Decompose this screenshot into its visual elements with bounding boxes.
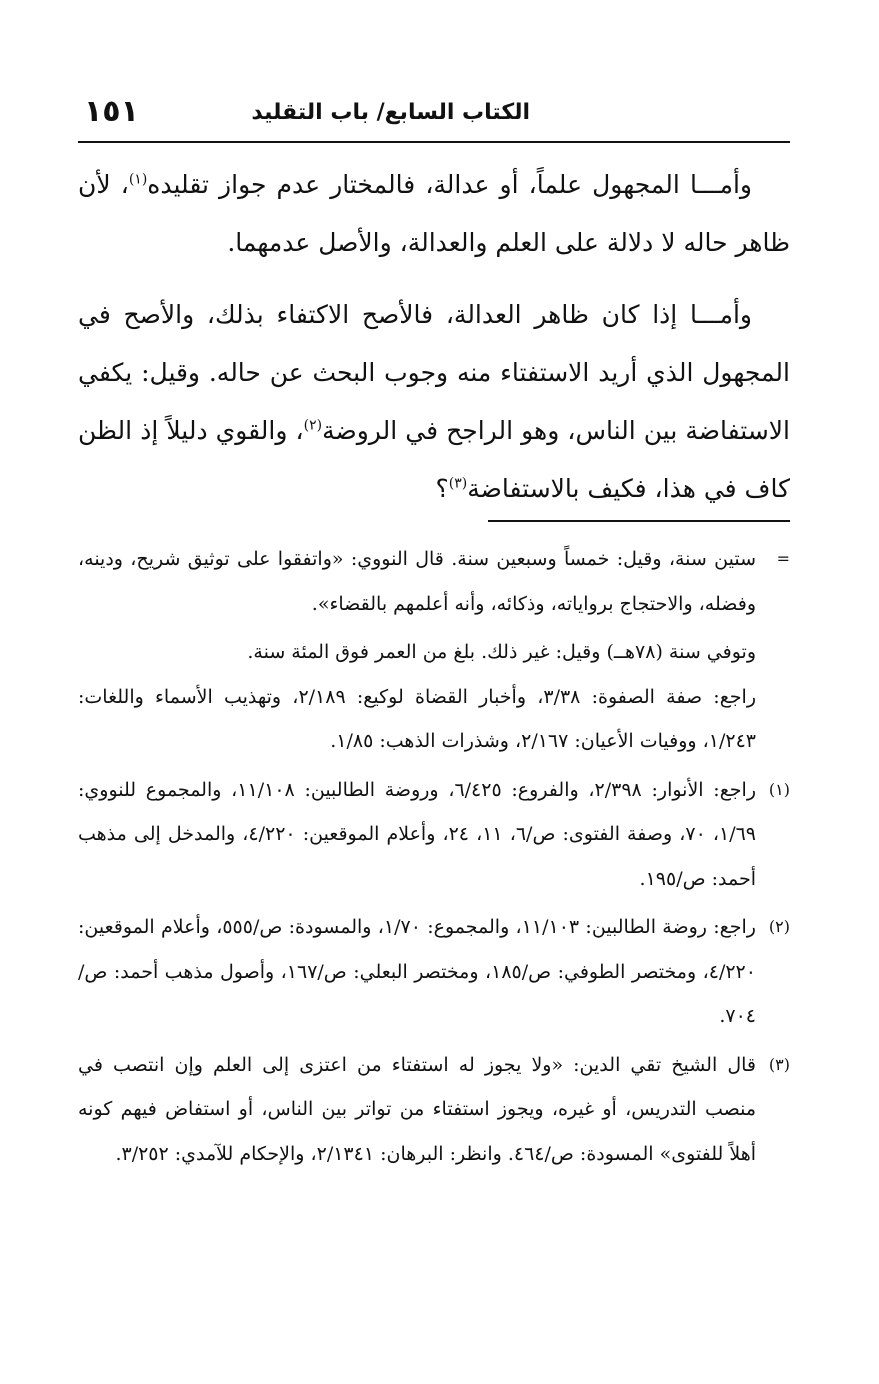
footnote-1-marker: (١) [768,779,790,799]
paragraph-2-text-b: ، والقوي دليلاً إذ الظن كاف في هذا، فكيف بالاستفاضة [78,416,790,503]
footnote-continuation-2: وتوفي سنة (٧٨هــ) وقيل: غير ذلك. بلغ من العمر فوق المئة سنة. [247,641,756,663]
footnote-1-text: راجع: الأنوار: ٢/٣٩٨، والفروع: ٦/٤٢٥، وروضة الطالبين: ١١/١٠٨، والمجموع للنووي: ١/٦٩، ٧٠، وصفة الفتوى: ص/٦، ١١، ٢٤، وأعلام الموقعين: ٤/٢٢٠، والمدخل إلى مذهب أحمد: ص/١٩٥. [78,778,757,890]
footnote-3 [78,1043,790,1177]
paragraph-2-text-a: وأمـــا إذا كان ظاهر العدالة، فالأصح الاكتفاء بذلك، والأصح في المجهول الذي أريد الاستفتاء منه وجوب البحث عن حاله. وقيل: يكفي الاستفاضة بين الناس، وهو الراجح في الروضة [78,300,790,445]
footnote-2-text: راجع: روضة الطالبين: ١١/١٠٣، والمجموع: ١/٧٠، والمسودة: ص/٥٥٥، وأعلام الموقعين: ٤/٢٢٠، ومختصر الطوفي: ص/١٨٥، ومختصر البعلي: ص/١٦٧، وأصول مذهب أحمد: ص/٧٠٤. [78,916,756,1027]
page-header [78,92,790,140]
footnote-separator [488,520,790,522]
footnote-ref-3: (٣) [448,475,468,492]
paragraph-1 [78,156,790,272]
paragraph-2-text-c: ؟ [435,474,449,503]
footnote-1 [78,768,790,902]
continuation-marker: = [776,549,790,568]
paragraph-1-text-b: ، لأن ظاهر حاله لا دلالة على العلم والعدالة، والأصل عدمهما. [78,170,790,257]
page-number: ١٥١ [84,94,139,129]
footnotes [78,537,790,1180]
footnote-ref-1: (١) [128,171,148,188]
main-text [78,156,790,532]
footnote-2 [78,905,790,1039]
footnote-continuation [78,537,790,626]
header-rule [78,141,790,143]
footnote-2-marker: (٢) [768,917,790,936]
footnote-ref-2: (٢) [303,417,323,434]
paragraph-1-text-a: وأمـــا المجهول علماً، أو عدالة، فالمختار عدم جواز تقليده [147,170,752,199]
running-title: الكتاب السابع/ باب التقليد [251,100,530,125]
footnote-3-marker: (٣) [768,1054,790,1074]
footnote-continuation-text: ستين سنة، وقيل: خمساً وسبعين سنة. قال النووي: «واتفقوا على توثيق شريح، ودينه، وفضله، والاحتجاج برواياته، وذكائه، وأنه أعلمهم بالقضاء». [78,548,756,615]
footnote-3-text: قال الشيخ تقي الدين: «ولا يجوز له استفتاء من اعتزى إلى العلم وإن انتصب في منصب التدريس، أو غيره، ويجوز استفتاء من تواتر بين الناس، أو استفاض فيهم كونه أهلاً للفتوى» المسودة: ص/٤٦٤. وانظر: البرهان: ٢/١٣٤١، والإحكام للآمدي: ٣/٢٥٢. [78,1053,756,1165]
paragraph-2 [78,286,790,518]
footnote-continuation-3: راجع: صفة الصفوة: ٣/٣٨، وأخبار القضاة لوكيع: ٢/١٨٩، وتهذيب الأسماء واللغات: ١/٢٤٣، ووفيات الأعيان: ٢/١٦٧، وشذرات الذهب: ١/٨٥. [78,685,757,752]
